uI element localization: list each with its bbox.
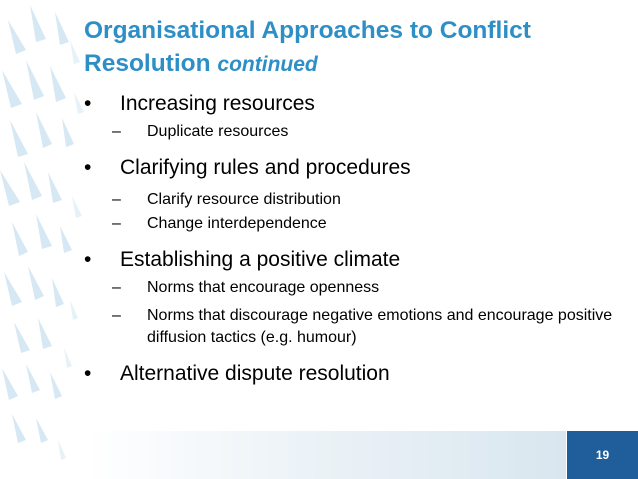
bullet-item: [84, 359, 624, 389]
bullet-symbol: •: [84, 92, 92, 115]
sub-bullet-item: [84, 213, 624, 235]
dash-symbol: –: [112, 191, 121, 208]
sub-bullet-item: [84, 121, 624, 143]
bullet-item: [84, 153, 624, 183]
sub-bullet-item: [84, 305, 624, 349]
bullet-list: [84, 89, 624, 389]
bullet-text: Clarifying rules and procedures: [120, 156, 411, 179]
bullet-item: [84, 89, 624, 119]
title-suffix: continued: [217, 53, 318, 76]
bullet-symbol: •: [84, 156, 92, 179]
sub-bullet-text: Norms that discourage negative emotions and encourage positive diffusion tactics (e.g. humour): [147, 307, 613, 346]
slide-title: [84, 14, 624, 81]
bullet-text: Increasing resources: [120, 92, 315, 115]
title-main: Organisational Approaches to Conflict Resolution: [84, 17, 531, 77]
dash-symbol: –: [112, 307, 121, 324]
sub-bullet-text: Duplicate resources: [147, 123, 289, 140]
dash-symbol: –: [112, 215, 121, 232]
footer-bar: [86, 431, 566, 479]
bullet-text: Establishing a positive climate: [120, 248, 401, 271]
bullet-symbol: •: [84, 248, 92, 271]
sub-bullet-text: Change interdependence: [147, 215, 327, 232]
page-number: 19: [567, 431, 638, 479]
dash-symbol: –: [112, 279, 121, 296]
sub-bullet-item: [84, 189, 624, 211]
bullet-symbol: •: [84, 362, 92, 385]
bullet-item: [84, 245, 624, 275]
sub-bullet-text: Clarify resource distribution: [147, 191, 341, 208]
bullet-text: Alternative dispute resolution: [120, 362, 390, 385]
dash-symbol: –: [112, 123, 121, 140]
sub-bullet-text: Norms that encourage openness: [147, 279, 380, 296]
sub-bullet-item: [84, 277, 624, 299]
